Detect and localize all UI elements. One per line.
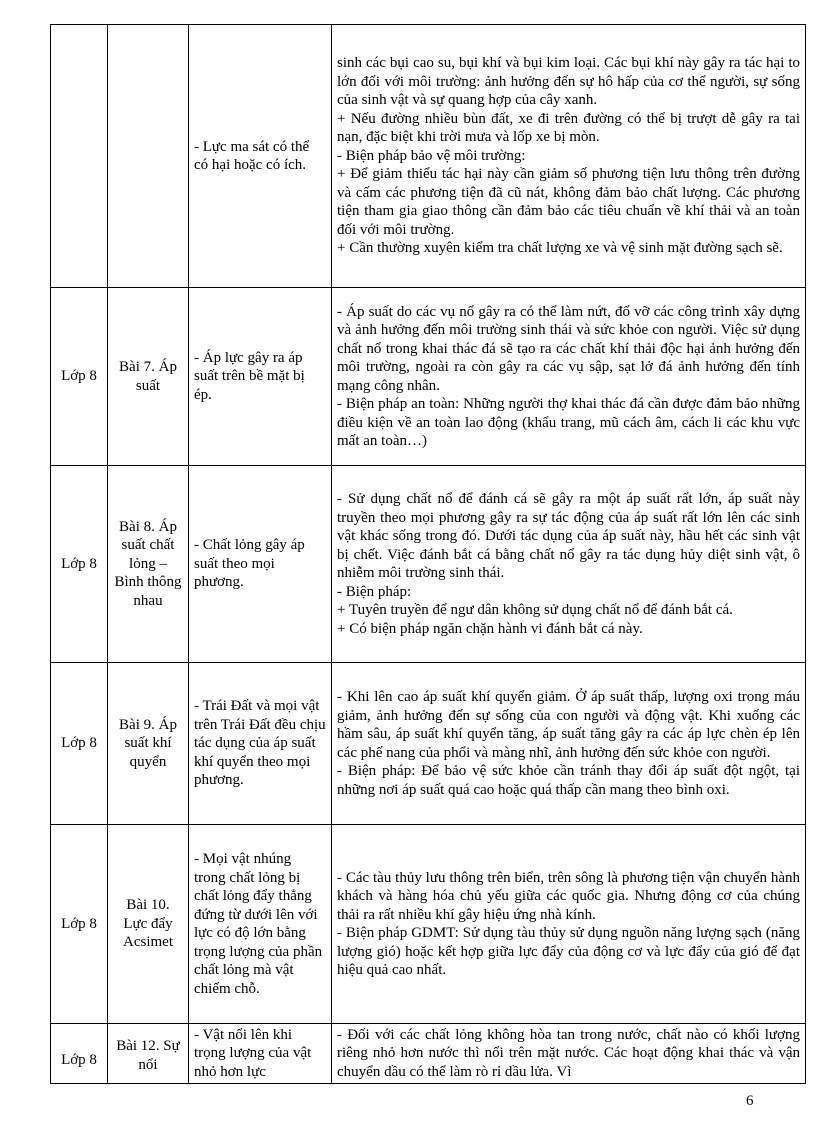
impact-cell: [332, 1024, 806, 1084]
table-row: [51, 663, 806, 825]
impact-cell: [332, 25, 806, 288]
lesson-cell: Bài 8. Áp suất chất lỏng – Bình thông nhau: [108, 466, 189, 663]
lesson-cell: Bài 12. Sự nổi: [108, 1024, 189, 1084]
impact-paragraph: sinh các bụi cao su, bụi khí và bụi kim loại. Các bụi khí này gây ra tác hại to lớn đối với môi trường: ảnh hưởng đến sự hô hấp của cơ thể người, sự sống của sinh vật và sự quang hợp của cây xanh.: [337, 55, 800, 109]
impact-cell: [332, 288, 806, 466]
impact-cell: [332, 466, 806, 663]
impact-paragraph: - Áp suất do các vụ nổ gây ra có thể làm nứt, đổ vỡ các công trình xây dựng và ảnh hưởng đến môi trường sinh thái và sức khỏe con người. Việc sử dụng chất nổ trong khai thác đá sẽ tạo ra các chất khí thải độc hại ảnh hưởng đến môi trường, ngoài ra còn gây ra các vụ sập, sạt lở đá ảnh hưởng đến tính mạng công nhân.: [337, 303, 800, 394]
grade-cell: Lớp 8: [51, 466, 108, 663]
impact-paragraph: + Nếu đường nhiều bùn đất, xe đi trên đường có thể bị trượt dễ gây ra tai nạn, đặc biệt khi trời mưa và lốp xe bị mòn.: [337, 110, 800, 146]
content-cell: - Áp lực gây ra áp suất trên bề mặt bị ép.: [189, 288, 332, 466]
table-row: [51, 825, 806, 1024]
impact-paragraph: - Biện pháp GDMT: Sử dụng tàu thủy sử dụng nguồn năng lượng sạch (năng lượng gió) hoặc kết hợp giữa lực đẩy của động cơ và lực đẩy của gió để đạt hiệu quả cao nhất.: [337, 925, 800, 978]
content-cell: - Chất lỏng gây áp suất theo mọi phương.: [189, 466, 332, 663]
impact-paragraph: - Biện pháp an toàn: Những người thợ khai thác đá cần được đảm bảo những điều kiện về an toàn lao động (khẩu trang, mũ cách âm, cách li các khu vực mất an toàn…): [337, 396, 800, 449]
grade-cell: Lớp 8: [51, 825, 108, 1024]
impact-paragraph: - Sử dụng chất nổ để đánh cá sẽ gây ra một áp suất rất lớn, áp suất này truyền theo mọi phương gây ra sự tác động của áp suất rất lớn lên các sinh vật khác sống trong đó. Dưới tác dụng của áp suất này, hầu hết các sinh vật bị chết. Việc đánh bắt cá bằng chất nổ gây ra tác dụng hủy diệt sinh vật, ô nhiễm môi trường sinh thái.: [337, 491, 800, 581]
impact-paragraph: - Khi lên cao áp suất khí quyển giảm. Ở áp suất thấp, lượng oxi trong máu giảm, ảnh hưởng đến sự sống của con người và động vật. Khi xuống các hầm sâu, áp suất khí quyển tăng, áp suất tăng gây ra các áp lực chèn ép lên các phế nang của phổi và màng nhĩ, ảnh hưởng đến sức khỏe con người.: [337, 689, 800, 761]
page-number: 6: [746, 1093, 754, 1109]
content-cell: - Vật nổi lên khi trọng lượng của vật nhỏ hơn lực: [189, 1024, 332, 1084]
table-row: [51, 1024, 806, 1084]
table-row: [51, 25, 806, 288]
impact-paragraph: + Để giảm thiểu tác hại này cần giảm số phương tiện lưu thông trên đường và cấm các phương tiện đã cũ nát, không đảm bảo chất lượng. Các phương tiện tham gia giao thông cần đảm bảo các tiêu chuẩn về khí thải và an toàn đối với môi trường.: [337, 166, 800, 238]
impact-paragraph: - Các tàu thủy lưu thông trên biển, trên sông là phương tiện vận chuyển hành khách và hàng hóa chủ yếu giữa các quốc gia. Nhưng động cơ của chúng thải ra rất nhiều khí gây hiệu ứng nhà kính.: [337, 869, 800, 923]
lesson-cell: Bài 7. Áp suất: [108, 288, 189, 466]
table-row: [51, 288, 806, 466]
grade-cell: Lớp 8: [51, 1024, 108, 1084]
impact-paragraph: - Biện pháp: Để bảo vệ sức khỏe cần tránh thay đổi áp suất đột ngột, tại những nơi áp suất quá cao hoặc quá thấp cần mang theo bình oxi.: [337, 763, 800, 798]
impact-paragraph: - Biện pháp bảo vệ môi trường:: [337, 147, 526, 164]
lesson-cell: Bài 9. Áp suất khí quyển: [108, 663, 189, 825]
grade-cell: Lớp 8: [51, 288, 108, 466]
impact-cell: [332, 825, 806, 1024]
lesson-cell: Bài 10. Lực đẩy Acsimet: [108, 825, 189, 1024]
impact-paragraph: - Biện pháp:: [337, 583, 412, 600]
impact-paragraph: + Tuyên truyền để ngư dân không sử dụng chất nổ để đánh bắt cá.: [337, 602, 733, 618]
lesson-table: [50, 24, 806, 1084]
grade-cell: Lớp 8: [51, 663, 108, 825]
impact-cell: [332, 663, 806, 825]
impact-paragraph: + Có biện pháp ngăn chặn hành vi đánh bắt cá này.: [337, 620, 643, 637]
content-cell: - Trái Đất và mọi vật trên Trái Đất đều chịu tác dụng của áp suất khí quyển theo mọi phương.: [189, 663, 332, 825]
impact-paragraph: - Đối với các chất lỏng không hòa tan trong nước, chất nào có khối lượng riêng nhỏ hơn nước thì nổi trên mặt nước. Các hoạt động khai thác và vận chuyển dầu có thể làm rò rỉ dầu lửa. Vì: [337, 1026, 800, 1080]
lesson-cell: [108, 25, 189, 288]
content-cell: - Lực ma sát có thể có hại hoặc có ích.: [189, 25, 332, 288]
content-cell: - Mọi vật nhúng trong chất lỏng bị chất lỏng đẩy thẳng đứng từ dưới lên với lực có độ lớn bằng trọng lượng của phần chất lỏng mà vật chiếm chỗ.: [189, 825, 332, 1024]
grade-cell: [51, 25, 108, 288]
table-row: [51, 466, 806, 663]
impact-paragraph: + Cần thường xuyên kiểm tra chất lượng xe và vệ sinh mặt đường sạch sẽ.: [337, 240, 783, 257]
